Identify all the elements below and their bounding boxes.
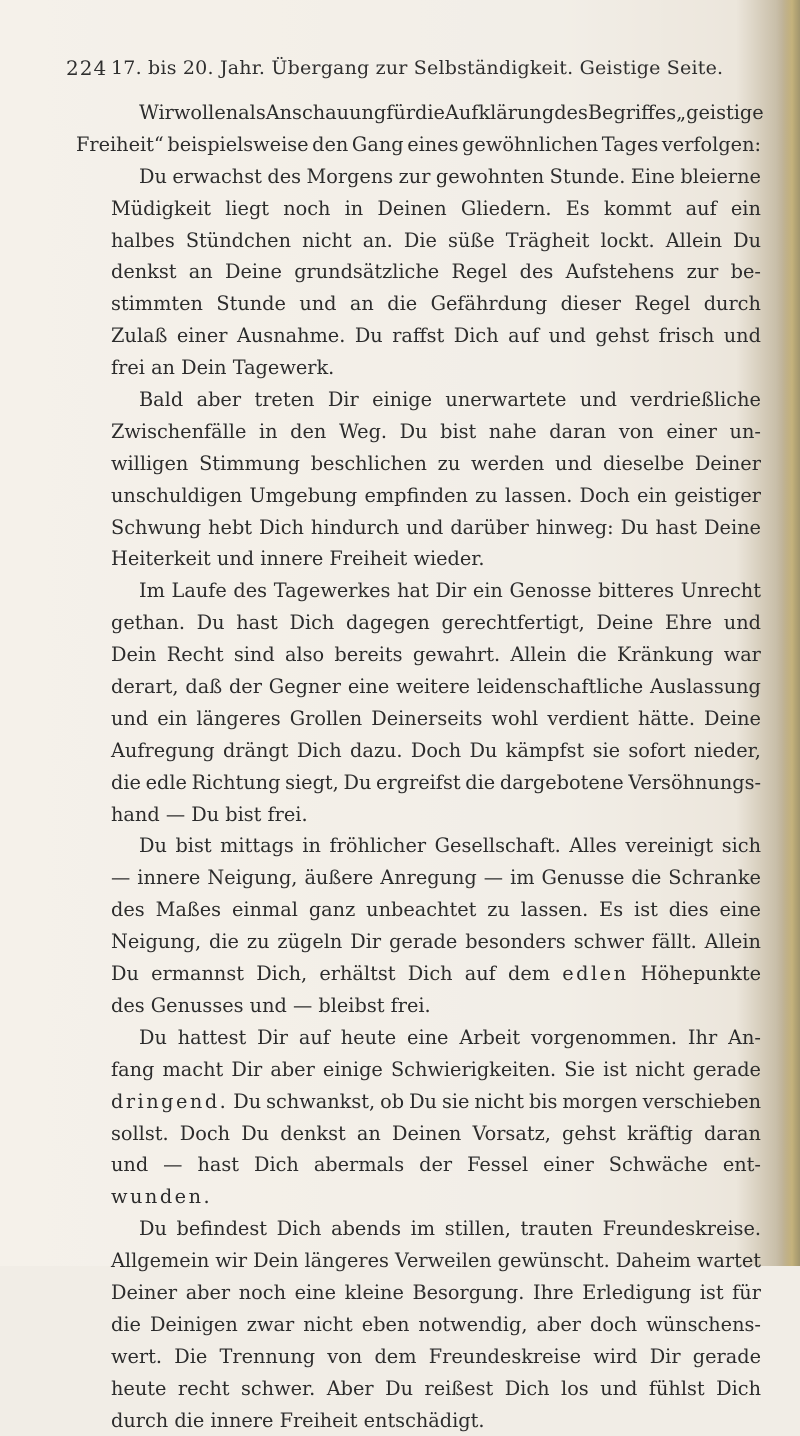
text-line: Allgemein wir Dein längeres Verweilen gewünscht. Daheim wartet [111,1249,761,1273]
body-text [76,97,764,1436]
text-line: denkst an Deine grundsätzliche Regel des Aufstehens zur be- [111,260,761,284]
text-line: willigen Stimmung beschlichen zu werden und dieselbe Deiner [111,451,761,475]
text-line: die Deinigen zwar nicht eben notwendig, aber doch wünschens- [111,1312,761,1336]
page-header [0,56,800,86]
text-line: Wir wollen als Anschauung für die Aufklärung des Begriffes „geistige [139,101,764,124]
text-line: des Genusses und — bleibst frei. [111,993,431,1017]
text-line: dringend. Du schwankst, ob Du sie nicht bis morgen verschieben [111,1089,761,1113]
text-line: — innere Neigung, äußere Anregung — im Genusse die Schranke [111,866,761,890]
text-line: durch die innere Freiheit entschädigt. [111,1408,485,1432]
text-line: des Maßes einmal ganz unbeachtet zu lassen. Es ist dies eine [111,898,761,922]
text-line: Deiner aber noch eine kleine Besorgung. Ihre Erledigung ist für [111,1280,761,1304]
text-line: Dein Recht sind also bereits gewahrt. Allein die Kränkung war [111,643,761,667]
text-line: wert. Die Trennung von dem Freundeskreise wird Dir gerade [111,1344,761,1368]
text-line: gethan. Du hast Dich dagegen gerechtfertigt, Deine Ehre und [111,611,761,635]
text-line: Zulaß einer Ausnahme. Du raffst Dich auf und gehst frisch und [111,324,761,348]
text-line: sollst. Doch Du denkst an Deinen Vorsatz, gehst kräftig daran [111,1121,761,1145]
text-line: Zwischenfälle in den Weg. Du bist nahe daran von einer un- [111,419,761,443]
text-line: Heiterkeit und innere Freiheit wieder. [111,547,485,571]
text-line: und ein längeres Grollen Deinerseits wohl verdient hätte. Deine [111,706,761,730]
text-line: derart, daß der Gegner eine weitere leidenschaftliche Auslassung [111,675,761,699]
text-line: die edle Richtung siegt, Du ergreifst die dargebotene Versöhnungs- [111,770,761,794]
running-head: 17. bis 20. Jahr. Übergang zur Selbständigkeit. Geistige Seite. [111,57,724,79]
text-line: Neigung, die zu zügeln Dir gerade besonders schwer fällt. Allein [111,930,761,954]
text-line: wunden. [111,1185,213,1209]
text-line: Im Laufe des Tagewerkes hat Dir ein Genosse bitteres Unrecht [139,579,761,603]
text-line: Bald aber treten Dir einige unerwartete und verdrießliche [139,388,761,412]
text-line: unschuldigen Umgebung empfinden zu lassen. Doch ein geistiger [111,483,761,507]
text-line: Aufregung drängt Dich dazu. Doch Du kämpfst sie sofort nieder, [111,738,761,762]
text-line: Du hattest Dir auf heute eine Arbeit vorgenommen. Ihr An- [139,1025,761,1049]
page-number: 224 [66,56,108,80]
text-line: halbes Stündchen nicht an. Die süße Trägheit lockt. Allein Du [111,228,761,252]
text-line: stimmten Stunde und an die Gefährdung dieser Regel durch [111,292,761,316]
text-line: Du bist mittags in fröhlicher Gesellschaft. Alles vereinigt sich [139,834,761,858]
text-line: Du ermannst Dich, erhältst Dich auf dem edlen Höhepunkte [111,962,761,986]
text-line: Du befindest Dich abends im stillen, trauten Freundeskreise. [139,1217,761,1241]
page-edge [782,0,800,1266]
text-line: Schwung hebt Dich hindurch und darüber hinweg: Du hast Deine [111,515,761,539]
text-line: Müdigkeit liegt noch in Deinen Gliedern. Es kommt auf ein [111,196,761,220]
text-line: Du erwachst des Morgens zur gewohnten Stunde. Eine bleierne [139,164,761,188]
text-line: Freiheit“ beispielsweise den Gang eines gewöhnlichen Tages verfolgen: [76,132,761,156]
text-line: fang macht Dir aber einige Schwierigkeiten. Sie ist nicht gerade [111,1057,761,1081]
text-line: hand — Du bist frei. [111,802,308,826]
text-line: und — hast Dich abermals der Fessel einer Schwäche ent- [111,1153,761,1177]
text-line: frei an Dein Tagewerk. [111,356,335,380]
text-line: heute recht schwer. Aber Du reißest Dich los und fühlst Dich [111,1376,761,1400]
